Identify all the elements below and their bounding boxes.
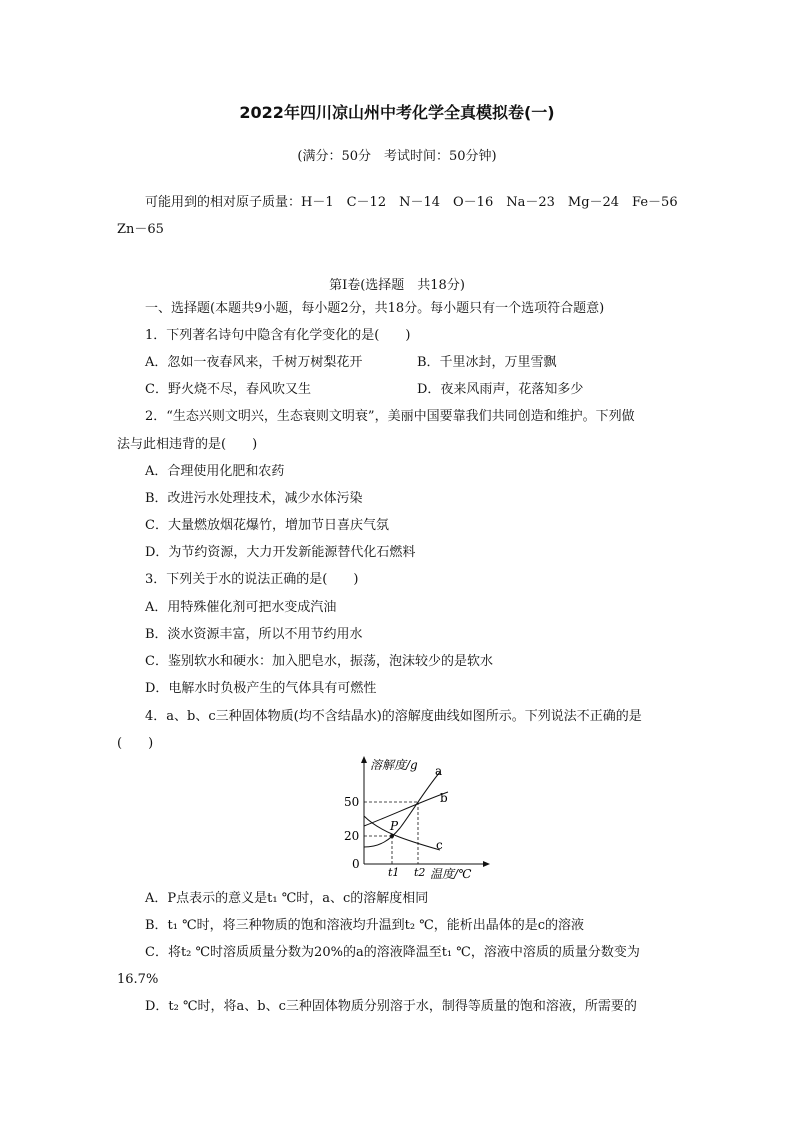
point-p-label: P (390, 819, 399, 833)
q4-stem-1: 4．a、b、c三种固体物质(均不含结晶水)的溶解度曲线如图所示。下列说法不正确的是 (145, 709, 642, 724)
atomic-mass-line-2: Zn－65 (117, 222, 164, 237)
q4-stem-2: ( ) (117, 736, 154, 751)
q1-option-a: A．忽如一夜春风来，千树万树梨花开 (145, 355, 363, 370)
curve-a-label: a (435, 764, 443, 778)
q4-option-c-1: C．将t₂ ℃时溶质质量分数为20%的a的溶液降温至t₁ ℃，溶液中溶质的质量分数变为 (145, 945, 640, 960)
q2-stem-2: 法与此相违背的是( ) (117, 437, 258, 452)
section-title: 第Ⅰ卷(选择题 共18分) (329, 278, 465, 293)
q4-option-b: B．t₁ ℃时，将三种物质的饱和溶液均升温到t₂ ℃，能析出晶体的是c的溶液 (145, 918, 585, 933)
q1-option-c: C．野火烧不尽，春风吹又生 (145, 382, 311, 397)
tick-label-t2: t2 (414, 866, 426, 879)
q1-option-d: D．夜来风雨声，花落知多少 (417, 382, 584, 397)
q3-option-c: C．鉴别软水和硬水：加入肥皂水，振荡，泡沫较少的是软水 (145, 654, 493, 669)
x-axis-label: 温度/℃ (430, 867, 472, 881)
tick-label-0: 0 (352, 857, 360, 871)
q2-option-c: C．大量燃放烟花爆竹，增加节日喜庆气氛 (145, 518, 389, 533)
q1-option-b: B．千里冰封，万里雪飘 (417, 355, 557, 370)
y-axis-arrow (361, 756, 367, 763)
tick-label-t1: t1 (388, 866, 400, 879)
page-title: 2022年四川凉山州中考化学全真模拟卷(一) (239, 103, 555, 122)
atomic-mass-line-1: 可能用到的相对原子质量：H－1 C－12 N－14 O－16 Na－23 Mg－24 Fe－56 (145, 195, 678, 210)
solubility-curve-figure (330, 752, 505, 882)
curve-b-label: b (440, 791, 448, 805)
tick-label-50: 50 (344, 795, 360, 809)
q1-stem: 1．下列著名诗句中隐含有化学变化的是( ) (145, 328, 411, 343)
curve-b (364, 792, 448, 826)
q2-stem-1: 2．“生态兴则文明兴，生态衰则文明衰”，美丽中国要靠我们共同创造和维护。下列做 (145, 409, 635, 424)
q4-option-d: D．t₂ ℃时，将a、b、c三种固体物质分别溶于水，制得等质量的饱和溶液，所需要的 (145, 999, 637, 1014)
q2-option-b: B．改进污水处理技术，减少水体污染 (145, 491, 363, 506)
section-instructions: 一、选择题(本题共9小题，每小题2分，共18分。每小题只有一个选项符合题意) (145, 301, 605, 316)
q3-option-a: A．用特殊催化剂可把水变成汽油 (145, 600, 337, 615)
point-p (390, 834, 394, 838)
q2-option-a: A．合理使用化肥和农药 (145, 464, 285, 479)
q2-option-d: D．为节约资源，大力开发新能源替代化石燃料 (145, 545, 416, 560)
x-axis-arrow (483, 861, 490, 867)
q3-stem: 3．下列关于水的说法正确的是( ) (145, 572, 359, 587)
q3-option-d: D．电解水时负极产生的气体具有可燃性 (145, 681, 377, 696)
q4-option-c-2: 16.7% (117, 972, 159, 987)
y-axis-label: 溶解度/g (370, 758, 418, 772)
q4-option-a: A．P点表示的意义是t₁ ℃时，a、c的溶解度相同 (145, 891, 429, 906)
q3-option-b: B．淡水资源丰富，所以不用节约用水 (145, 627, 363, 642)
curve-c-label: c (436, 838, 443, 852)
exam-info: (满分：50分 考试时间：50分钟) (297, 149, 497, 164)
tick-label-20: 20 (344, 829, 360, 843)
